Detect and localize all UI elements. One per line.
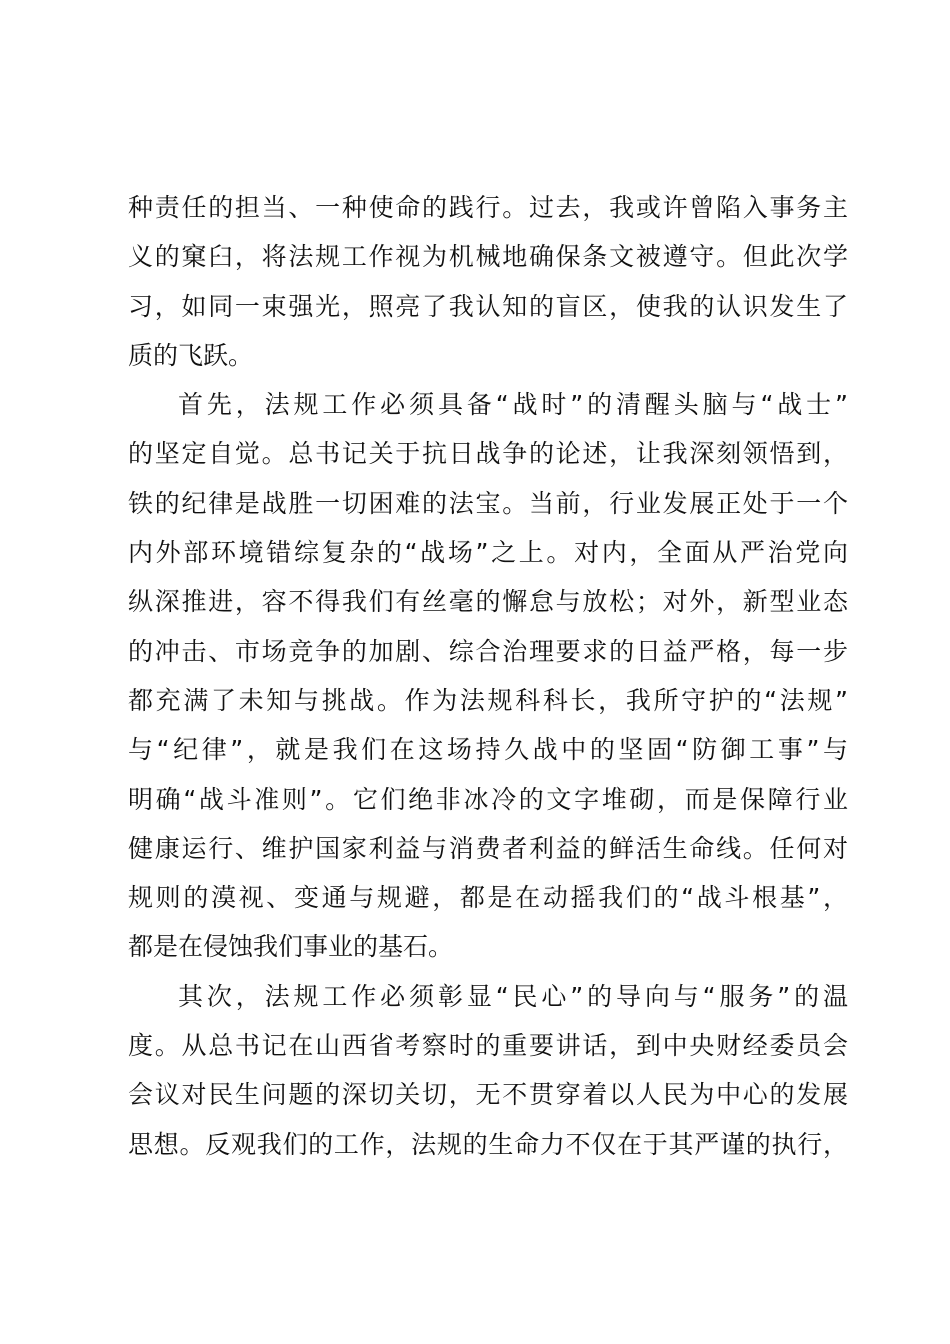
text-line: 健康运行、维护国家利益与消费者利益的鲜活生命线。任何对: [128, 833, 848, 863]
text-line: 都是在侵蚀我们事业的基石。: [128, 932, 454, 962]
text-line: 会议对民生问题的深切关切，无不贯穿着以人民为中心的发展: [128, 1080, 848, 1110]
text-line: 的坚定自觉。总书记关于抗日战争的论述，让我深刻领悟到，: [128, 439, 848, 469]
text-line: 规则的漠视、变通与规避，都是在动摇我们的“战斗根基”，: [128, 883, 848, 913]
text-line: 种责任的担当、一种使命的践行。过去，我或许曾陷入事务主: [128, 193, 848, 222]
text-line: 都充满了未知与挑战。作为法规科科长，我所守护的“法规”: [128, 685, 848, 715]
text-line: 习，如同一束强光，照亮了我认知的盲区，使我的认识发生了: [128, 291, 848, 321]
text-line: 义的窠臼，将法规工作视为机械地确保条文被遵守。但此次学: [128, 242, 848, 272]
body-text: [128, 183, 848, 1169]
paragraph-start-line: 其次，法规工作必须彰显“民心”的导向与“服务”的温: [178, 981, 848, 1011]
text-line: 内外部环境错综复杂的“战场”之上。对内，全面从严治党向: [128, 538, 848, 568]
paragraph-start-line: 首先，法规工作必须具备“战时”的清醒头脑与“战士”: [178, 390, 848, 420]
text-line: 的冲击、市场竞争的加剧、综合治理要求的日益严格，每一步: [128, 636, 848, 666]
text-line: 与“纪律”，就是我们在这场持久战中的坚固“防御工事”与: [128, 735, 848, 765]
text-line: 思想。反观我们的工作，法规的生命力不仅在于其严谨的执行，: [128, 1129, 848, 1159]
text-line: 质的飞跃。: [128, 340, 254, 370]
text-line: 度。从总书记在山西省考察时的重要讲话，到中央财经委员会: [128, 1031, 848, 1061]
text-line: 明确“战斗准则”。它们绝非冰冷的文字堆砌，而是保障行业: [128, 784, 848, 814]
text-line: 纵深推进，容不得我们有丝毫的懈怠与放松；对外，新型业态: [128, 587, 848, 617]
text-line: 铁的纪律是战胜一切困难的法宝。当前，行业发展正处于一个: [128, 488, 848, 518]
